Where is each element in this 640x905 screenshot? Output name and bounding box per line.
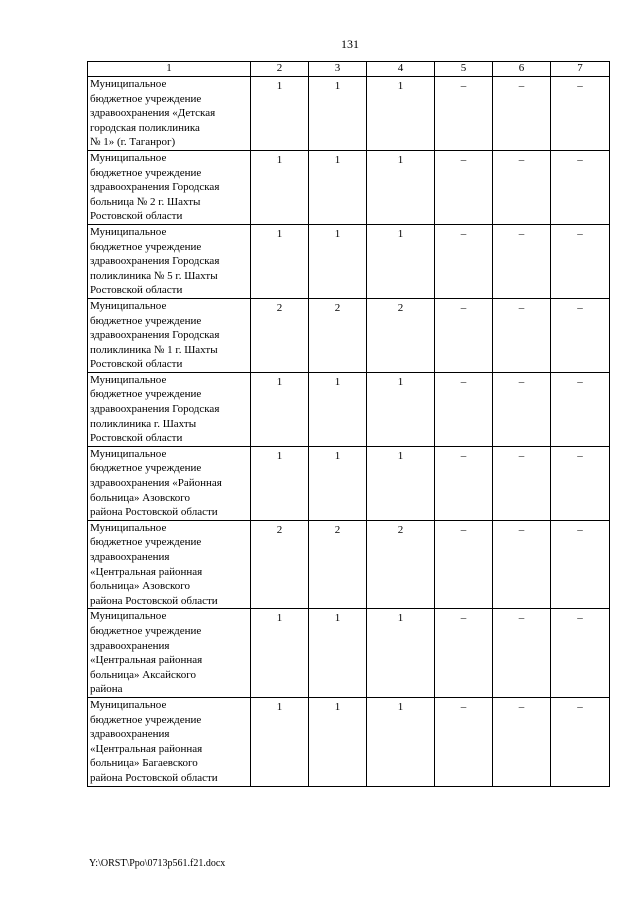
column-header-1: 1	[88, 62, 251, 77]
value-cell-col-3: 1	[309, 446, 367, 520]
column-header-4: 4	[367, 62, 435, 77]
institution-name-cell	[88, 446, 251, 520]
institution-name-line: больница» Аксайского	[90, 668, 196, 681]
value-cell-col-6: –	[493, 697, 551, 786]
value-cell-col-3: 1	[309, 372, 367, 446]
column-header-7: 7	[551, 62, 610, 77]
institution-name-line: поликлиника № 1 г. Шахты	[90, 343, 218, 356]
value-cell-col-7: –	[551, 224, 610, 298]
institution-name-line: поликлиника № 5 г. Шахты	[90, 269, 218, 282]
institution-name-line: № 1» (г. Таганрог)	[90, 136, 176, 149]
institution-name-line: Муниципальное	[90, 299, 167, 312]
data-table	[87, 61, 610, 787]
institution-name-line: района Ростовской области	[90, 506, 218, 519]
institution-name-cell	[88, 520, 251, 609]
value-cell-col-6: –	[493, 77, 551, 151]
value-cell-col-7: –	[551, 77, 610, 151]
value-cell-col-5: –	[435, 224, 493, 298]
table-row	[88, 298, 610, 372]
column-header-3: 3	[309, 62, 367, 77]
value-cell-col-3: 2	[309, 520, 367, 609]
value-cell-col-2: 1	[251, 224, 309, 298]
institution-name-cell	[88, 372, 251, 446]
value-cell-col-7: –	[551, 697, 610, 786]
value-cell-col-7: –	[551, 298, 610, 372]
value-cell-col-6: –	[493, 609, 551, 698]
institution-name-line: бюджетное учреждение	[90, 166, 202, 179]
table-row	[88, 224, 610, 298]
institution-name-line: «Центральная районная	[90, 654, 203, 667]
value-cell-col-2: 1	[251, 609, 309, 698]
institution-name-line: «Центральная районная	[90, 565, 203, 578]
column-header-2: 2	[251, 62, 309, 77]
value-cell-col-2: 2	[251, 298, 309, 372]
institution-name-line: здравоохранения Городская	[90, 403, 220, 416]
value-cell-col-5: –	[435, 77, 493, 151]
value-cell-col-6: –	[493, 150, 551, 224]
value-cell-col-4: 2	[367, 298, 435, 372]
value-cell-col-3: 1	[309, 697, 367, 786]
table-row	[88, 150, 610, 224]
value-cell-col-5: –	[435, 372, 493, 446]
institution-name-cell	[88, 150, 251, 224]
institution-name-line: Муниципальное	[90, 698, 167, 711]
value-cell-col-5: –	[435, 446, 493, 520]
column-header-6: 6	[493, 62, 551, 77]
institution-name-cell	[88, 609, 251, 698]
institution-name-line: Ростовской области	[90, 210, 183, 223]
institution-name-line: бюджетное учреждение	[90, 92, 202, 105]
institution-name-line: здравоохранения «Детская	[90, 107, 216, 120]
value-cell-col-4: 2	[367, 520, 435, 609]
value-cell-col-5: –	[435, 609, 493, 698]
institution-name-line: здравоохранения Городская	[90, 181, 220, 194]
institution-name-line: бюджетное учреждение	[90, 240, 202, 253]
institution-name-line: Ростовской области	[90, 284, 183, 297]
value-cell-col-3: 2	[309, 298, 367, 372]
value-cell-col-6: –	[493, 224, 551, 298]
value-cell-col-6: –	[493, 520, 551, 609]
value-cell-col-2: 2	[251, 520, 309, 609]
value-cell-col-7: –	[551, 520, 610, 609]
column-header-5: 5	[435, 62, 493, 77]
institution-name-line: бюджетное учреждение	[90, 388, 202, 401]
institution-name-line: городская поликлиника	[90, 121, 200, 134]
footer-file-path: Y:\ORST\Ppo\0713p561.f21.docx	[89, 858, 226, 869]
value-cell-col-2: 1	[251, 446, 309, 520]
institution-name-line: района Ростовской области	[90, 771, 218, 784]
value-cell-col-4: 1	[367, 697, 435, 786]
value-cell-col-6: –	[493, 446, 551, 520]
institution-name-line: бюджетное учреждение	[90, 536, 202, 549]
page-number: 131	[341, 37, 359, 51]
value-cell-col-7: –	[551, 372, 610, 446]
value-cell-col-4: 1	[367, 609, 435, 698]
table-row	[88, 609, 610, 698]
institution-name-line: здравоохранения Городская	[90, 329, 220, 342]
institution-name-line: Муниципальное	[90, 447, 167, 460]
value-cell-col-4: 1	[367, 446, 435, 520]
institution-name-line: Муниципальное	[90, 225, 167, 238]
value-cell-col-3: 1	[309, 77, 367, 151]
institution-name-line: района	[90, 683, 123, 696]
institution-name-line: больница» Азовского	[90, 491, 191, 504]
institution-name-cell	[88, 697, 251, 786]
institution-name-line: «Центральная районная	[90, 742, 203, 755]
institution-name-line: здравоохранения	[90, 551, 170, 563]
institution-name-cell	[88, 224, 251, 298]
institution-name-line: Ростовской области	[90, 432, 183, 445]
institution-name-line: Муниципальное	[90, 610, 167, 623]
institution-name-line: Муниципальное	[90, 521, 167, 534]
institution-name-line: Муниципальное	[90, 78, 167, 90]
value-cell-col-7: –	[551, 446, 610, 520]
institution-name-line: Ростовской области	[90, 358, 183, 371]
value-cell-col-4: 1	[367, 150, 435, 224]
institution-name-line: Муниципальное	[90, 151, 167, 164]
institution-name-line: здравоохранения	[90, 728, 170, 741]
institution-name-line: бюджетное учреждение	[90, 713, 202, 726]
value-cell-col-7: –	[551, 150, 610, 224]
value-cell-col-3: 1	[309, 224, 367, 298]
table-row	[88, 446, 610, 520]
institution-name-line: бюджетное учреждение	[90, 462, 202, 475]
institution-name-line: бюджетное учреждение	[90, 624, 202, 637]
value-cell-col-4: 1	[367, 77, 435, 151]
value-cell-col-2: 1	[251, 372, 309, 446]
institution-name-line: поликлиника г. Шахты	[90, 417, 197, 430]
value-cell-col-5: –	[435, 298, 493, 372]
institution-name-line: бюджетное учреждение	[90, 314, 202, 327]
table-row	[88, 697, 610, 786]
value-cell-col-3: 1	[309, 609, 367, 698]
value-cell-col-4: 1	[367, 372, 435, 446]
value-cell-col-3: 1	[309, 150, 367, 224]
table-row	[88, 372, 610, 446]
institution-name-cell	[88, 77, 251, 151]
institution-name-line: здравоохранения	[90, 639, 170, 652]
value-cell-col-5: –	[435, 697, 493, 786]
institution-name-line: района Ростовской области	[90, 594, 218, 607]
value-cell-col-6: –	[493, 298, 551, 372]
value-cell-col-5: –	[435, 150, 493, 224]
value-cell-col-2: 1	[251, 150, 309, 224]
value-cell-col-2: 1	[251, 697, 309, 786]
table-body	[88, 77, 610, 787]
header-row	[88, 62, 610, 77]
institution-name-line: больница» Багаевского	[90, 757, 198, 770]
institution-name-line: Муниципальное	[90, 373, 167, 386]
value-cell-col-2: 1	[251, 77, 309, 151]
value-cell-col-7: –	[551, 609, 610, 698]
table-row	[88, 520, 610, 609]
institution-name-line: больница № 2 г. Шахты	[90, 195, 201, 208]
table-row	[88, 77, 610, 151]
institution-name-cell	[88, 298, 251, 372]
institution-name-line: больница» Азовского	[90, 580, 191, 593]
value-cell-col-6: –	[493, 372, 551, 446]
value-cell-col-5: –	[435, 520, 493, 609]
institution-name-line: здравоохранения Городская	[90, 255, 220, 268]
institution-name-line: здравоохранения «Районная	[90, 477, 222, 490]
value-cell-col-4: 1	[367, 224, 435, 298]
